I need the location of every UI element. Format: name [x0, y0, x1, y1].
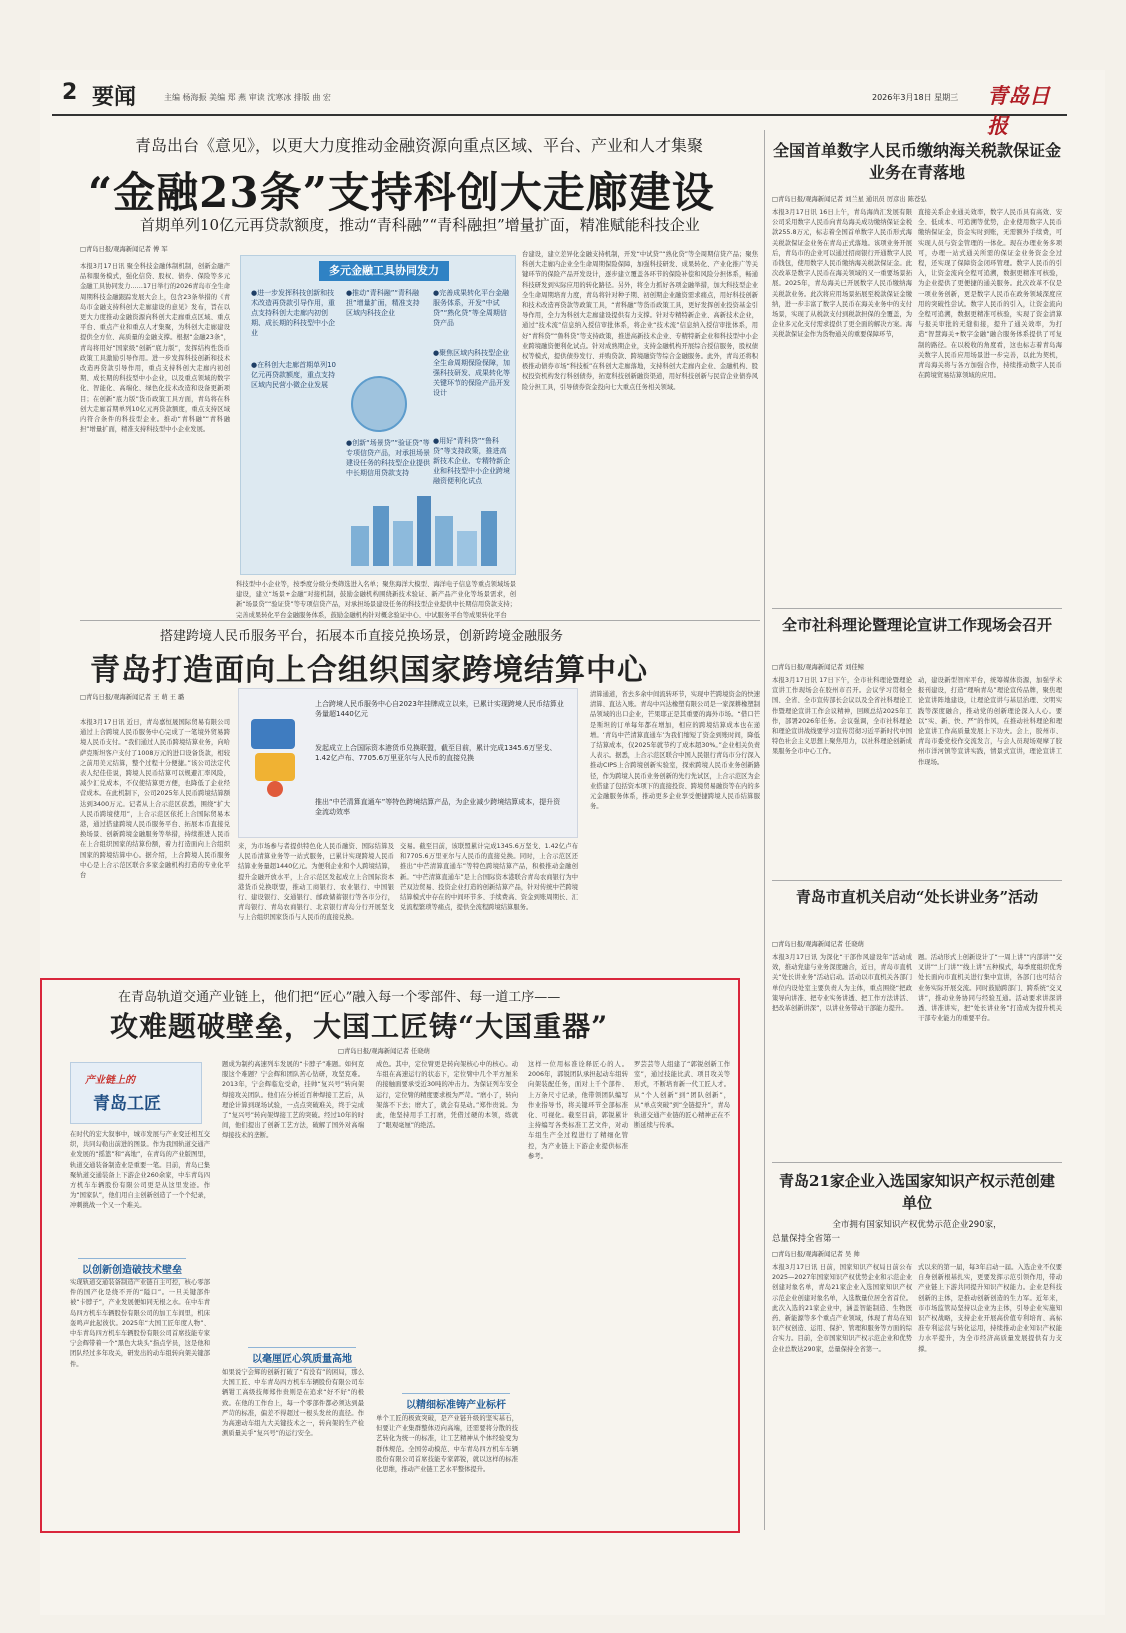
column-logo-line2: 青岛工匠 [93, 1094, 161, 1114]
right4-byline: □青岛日报/观海新闻记者 吴 帅 [772, 1251, 860, 1258]
right1-byline: □青岛日报/观海新闻记者 刘兰星 通讯员 厉彦出 陈苍弘 [772, 196, 927, 203]
right2-title[interactable]: 全市社科理论暨理论宣讲工作现场会召开 [781, 616, 1052, 634]
right4-column-2: 式以来的第一届，每3年启动一届。入选企业不仅要自身创新根基扎实，更要发挥示范引领作用，带动产业链上下游共同提升知识产权能力。企业是科技创新的主体，是推动创新创造的生力军。近年来，市市场监管局坚持以企业为主体，引导企业实施知识产权战略，支持企业开展高价值专利培育、高标准专利运营与转化运用，持续推动企业知识产权能力水平提升，为全市经济高质量发展提供有力支撑。 [918, 1264, 1062, 1353]
right2-column-2: 动，建设新型智库平台，统筹媒体资源，加强学术报刊建设，打造“理响青岛”理论宣传品牌，聚焦理论宣讲阵地建设，让理论宣讲与基层治理、文明实践等深度融合，推动党的创新理论深入人心。要以“实、新、快、严”的作风，在推动社科理论和理论宣讲工作高质量发展上下功夫。会上，胶州市、青岛市委党校作交流发言，与会人员现场观摩了胶州市洋河镇等宣讲实践，情景式宣讲，理论宣讲工作现场。 [918, 677, 1062, 766]
article3-column-1b: 实现轨道交通装备制造产业链自主可控，核心零部件的国产化是绕不开的“隘口”。一旦关键部件被“卡脖子”，产业发展便如同无根之水。在中车青岛四方机车车辆股份有限公司的加工车间里，机床轰鸣声此起彼伏。2025年“大国工匠年度人物”、中车青岛四方机车车辆股份有限公司首席技能专家宁会辉带着一个“黑色大块头”指点学员，这是他和团队经过多年攻关，研发出的动车组转向架关键部件。 [70, 1279, 210, 1368]
highlight-item: 推出“中芒清算直通车”等特色跨境结算产品，为企业减少跨境结算成本，提升资金流动效率 [315, 798, 561, 816]
page-number: 2 [62, 80, 78, 105]
infographic-item: ●在科创大走廊首期单列10亿元再贷款额度，重点支持区域内民营小微企业发展 [251, 361, 337, 389]
right3-byline: □青岛日报/观海新闻记者 任晓萌 [772, 941, 864, 948]
right4-subtitle: 全市拥有国家知识产权优势示范企业290家， [832, 1220, 1002, 1230]
bank-card-icon [247, 709, 303, 799]
section-divider [772, 1162, 1062, 1163]
article3-column-3: 成色。其中，定位臂更是转向架核心中的核心。动车组在高速运行的状态下，定位臂中几个平方厘米的接触面要承受近30吨的冲击力。为保证列车安全运行，定位臂的精度要求极为严苛。“磨小了，转向架落不下去；磨大了，就会有晃动。”郑作贵说。为此，他坚持用手工打磨，凭借过硬的本领，练就了“眼观毫厘”的绝活。 [376, 1061, 518, 1130]
article3-column-4: 这样一位用标准诠释匠心的人。2006年，郭锐团队承担起动车组转向架装配任务，面对上千个部件、上万条尺寸记录，他带领团队编写作业指导书，将关键环节全部标准化、可视化。截至目前，郭锐累计主持编写各类标准工艺文件，对动车组生产全过程进行了精细化管控，为产业链上下游企业提供标准参考。 [528, 1061, 628, 1160]
article3-column-3b: 单个工匠的极致突破，是产业链升级的坚实基石，但要让产业集群整体迈向高端，还需要将分散的技艺转化为统一的标准，让工艺精神从个体经验变为群体规范。全国劳动模范、中车青岛四方机车车辆股份有限公司首席技能专家郭锐，就以这样的标准化思维，推动产业链工艺水平整体提升。 [376, 1415, 518, 1474]
article2-title[interactable]: 青岛打造面向上合组织国家跨境结算中心 [90, 653, 648, 688]
infographic-item: ●用好“青科贷”“鲁科贷”等支持政策，推进高新技术企业、专精特新企业和科技型中小企业跨境融资便利化试点 [433, 437, 510, 485]
article1-kicker: 青岛出台《意见》，以更大力度推动金融资源向重点区域、平台、产业和人才集聚 [135, 136, 704, 155]
infographic-financial-tools [240, 255, 516, 575]
article2-kicker: 搭建跨境人民币服务平台，拓展本币直接兑换场景，创新跨境金融服务 [160, 629, 564, 644]
right1-column-1: 本报3月17日讯 16日上午，青岛海尚汇发展有限公司采用数字人民币向青岛海关成功缴纳保证金税款255.8万元，标志着全国首单数字人民币形式海关税款保证金业务在青岛正式落地。该项业务开展后，青岛市的企业可以通过招商银行开通数字人民币钱包，使用数字人民币缴纳海关税款保证金。此次改革是数字人民币在海关领域的又一重要场景拓展。2025年，青岛海关已开展数字人民币缴纳海关税款业务。此次将应用场景拓展至税款保证金缴纳，进一步丰富了数字人民币在海关业务中的支付场景，实现了从税款支付到税款担保的全覆盖，为企业多元化支付需求提供了更全面的解决方案。海关税款保证金作为货物通关的重要保障环节， [772, 209, 912, 339]
infographic-item: ●进一步发挥科技创新和技术改造再贷款引导作用，重点支持科创大走廊内初创期、成长期的科技型中小企业 [251, 289, 335, 337]
article3-column-5: 罗芸芸等人组建了“郭锐创新工作室”，通过技能比武、项目攻关等形式，不断培育新一代工匠人才。从“个人创新”到“团队创新”，从“单点突破”到“全链提升”，青岛轨道交通产业链的匠心精神正在不断延续与传承。 [634, 1061, 730, 1130]
issue-date: 2026年3月18日 星期三 [872, 93, 959, 102]
article1-column-1: 本报3月17日讯 聚全科技金融体制机制，创新金融产品和服务模式，强化信贷、股权、债券、保险等多元金融工具协同发力……17日举行的2026青岛市全生命周期科技金融跟踪发展大会上，包含23条举措的《青岛市金融支持科创大走廊建设的意见》发布，旨在以更大力度推动金融资源向科创大走廊重点区域、重点平台、重点产业和重点人才集聚，为科创大走廊建设提供全方位、高质量的金融支撑。根据“金融23条”，青岛将用好“国家级”创新“底力版”，发挥结构性货币政策工具激励引导作用。进一步发挥科技创新和技术改造再贷款引导作用，重点支持科创大走廊内初创期、成长期的科技型中小企业，以及重点领域的数字化、智能化、高端化、绿色化技术改造和设备更新项目；在创新“底力版”货币政策工具方面，青岛将在科创大走廊首期单列10亿元再贷款额度，重点支持区域内符合条件的科技型企业。推动“青科融”“青科融担”增量扩面，精准支持科技型中小企业发展。 [80, 263, 230, 434]
newspaper-logo: 青岛日报 [987, 83, 1050, 138]
column-divider [764, 130, 765, 1530]
infographic-item: ●完善成果转化平台金融服务体系，开发“中试贷”“熟化贷”等全周期信贷产品 [433, 289, 510, 327]
article1-column-2: 科技型中小企业等，按季度分级分类筛选进入名单；聚焦海洋大模型、海洋电子信息等重点领域场景建设，建立“场景+金融”对接机制，鼓励金融机构围绕新技术验证、新产品产业化等场景需求，创新“场景贷”“验证贷”等专项信贷产品，对承担场景建设任务的科技型企业提供中长期信用贷款支持；完善成果转化平台金融服务体系，鼓励金融机构针对概念验证中心、中试服务平台等成果转化平台 [236, 581, 516, 619]
article2-column-4: 清算通道，省去多余中间流转环节，实现中芒跨境资金的快速清算、直达入账。青岛中兴达橡塑有限公司是一家深耕橡塑制品领域的出口企业，芒果耶正是其重要的海外市场。“借口芒是斯坦的订单每年都在增加，相应的跨境结算成本也在递增。‘青岛中芒清算直通车’为我们缩短了资金到账时间，降低了结算成本，仅2025年就节约了成本超30%。”企业相关负责人表示。据悉，上合示范区联合中国人民银行青岛市分行深入推动CIPS上合跨境创新实验室，探索跨境人民币业务创新路径，作为跨境人民币业务创新的先行先试区，上合示范区为企业搭建了包括资本项下的直接投资、跨境贸易融资等在内的多元金融服务体系，推动更多企业享受便捷跨境人民币结算服务。 [590, 691, 760, 811]
infographic-item: ●聚焦区域内科技型企业全生命周期保险保障，加强科技研发、成果转化等关键环节的保险产品开发设计 [433, 349, 510, 397]
article1-column-3: 台建设，建立差异化金融支持机制，开发“中试贷”“熟化贷”等全周期信贷产品；聚焦科创大走廊内企业全生命周期保险保障，加强科技研发、成果转化、产业化推广等关键环节的保险产品开发设计，逐步建立覆盖各环节的保险补偿和风险分担体系，畅通科技研发到实际应用的转化路径。另外，将全力抓好各项金融举措，加大科技型企业全生命周期培育力度，青岛将针对种子期、初创期企业融资需求痛点，用好科技创新和技术改造再贷款等政策工具，“青科融”等货币政策工具，更好发挥创业投资基金引导作用，全力为科创大走廊建设提供有力支撑。针对专精特新企业、高新技术企业，通过“技术流”信息纳入授信审批体系，将企业“技术流”信息纳入授信审批体系，用好“青科贷”“鲁科贷”等支持政策，推进高新技术企业、专精特新企业和科技型中小企业跨境融资便利化试点。针对成熟期企业，支持金融机构开展综合授信服务，股权债权等模式，提供债券发行、并购贷款、跨境融资等综合金融服务。此外，青岛还将积极推动债券市场“科技板”在科创大走廊落地，支持科创大走廊内企业、金融机构、股权投资机构发行科创债券，拓宽科技创新融资渠道，用好科技创新与民营企业债券风险分担工具，引导债券资金投向七大重点任务相关领域。 [522, 251, 758, 391]
city-skyline-icon [351, 466, 501, 566]
right3-column-1: 本报3月17日讯 为深化“干部作风建设年”活动成效，推动党建与业务深度融合，近日，青岛市直机关“处长讲业务”活动启动。活动以市直机关各部门单位内设处室主要负责人为主体，重点围绕“把政策导向讲准、把专业实务讲透、把工作方法讲活、把改革创新讲深”，以讲业务带动干部能力提升。 [772, 954, 912, 1013]
section-title: 要闻 [92, 84, 137, 110]
infographic-hub-icon [351, 376, 407, 432]
section-divider [80, 620, 760, 621]
highlight-item: 上合跨境人民币服务中心自2023年挂牌成立以来，已累计实现跨境人民币结算业务量超1440亿元 [315, 700, 564, 718]
column-logo [70, 1062, 202, 1124]
article2-column-2: 来，为市场参与者提供特色化人民币融资、国际结算及人民币清算业务等一站式服务，已累计实现跨境人民币结算业务量超1440亿元。为便利企业和个人跨境结算，提升金融开放水平，上合示范区发起成立上合国际资本港货币兑换联盟，推动工商银行、农业银行、中国银行、建设银行、交通银行、邮政储蓄银行等各市分行，青岛银行、青岛农商银行、北京银行青岛分行开展坚戈与上合组织国家货币与人民币的直接兑换。 [238, 843, 394, 922]
right1-title[interactable]: 全国首单数字人民币缴纳海关税款保证金业务在青落地 [772, 141, 1061, 182]
article3-column-2b: 如果说宁会辉的创新打破了“有没有”的困局，那么大国工匠、中车青岛四方机车车辆股份有限公司车辆钳工高级技师郑作贵则是在追求“好不好”的极致。在他的工作台上，每一个零部件都必须达到最严苛的标准，偏差不得超过一根头发丝的直径。作为高速动车组九大关键技术之一，转向架的生产检测质量关乎“复兴号”的运行安全。 [222, 1369, 364, 1438]
editor-credits: 主编 杨海振 美编 郑 燕 审读 沈寒冰 排版 曲 宏 [164, 93, 331, 102]
right2-column-1: 本报3月17日讯 17日下午，全市社科理论暨理论宣讲工作现场会在胶州市召开。会议学习贯彻全国、全省、全市宣传部长会议以及全省社科理论工作暨理论宣讲工作会议精神，回顾总结2025年工作，部署2026年任务。会议强调，全市社科理论和理论宣讲战线要学习宣传贯彻习近平新时代中国特色社会主义思想上聚焦用力，以社科理论创新成果服务全市中心工作。 [772, 677, 912, 756]
right3-column-2: 题。活动形式上创新设计了“一周上讲”“内部讲”“交叉讲”“上门讲”“线上讲”五种模式，每季度组织优秀处长面向市直机关进行集中宣讲，各部门也可结合业务实际开展交流。同时鼓励跨部门、跨系统“交叉讲”，推动业务协同与经验互通。活动要求讲深讲透、讲准讲实，把“处长讲业务”打造成为提升机关干部专业能力的重要平台。 [918, 954, 1062, 1023]
article3-column-2: 题成为制约高速列车发展的“卡脖子”难题。如何克服这个难题？宁会辉和团队苦心钻研，攻坚克难。2013年，宁会辉临危受命，挂帅“复兴号”转向架焊接攻关团队。他们在分析近百种焊接工艺后，从理论计算到现场试验，一点点突破难关，终于完成了“复兴号”转向架焊接工艺的突破。经过10年的时间，他们提出了创新工艺方法，破解了国外对高端焊接技术的垄断。 [222, 1061, 364, 1140]
section-divider [772, 608, 1062, 609]
right4-subtitle-2: 总量保持全省第一 [772, 1234, 841, 1244]
right1-column-2: 直接关系企业通关效率，数字人民币具有高效、安全、低成本、可追溯等优势，企业使用数字人民币缴纳保证金，资金实时到账，无需额外手续费，可实现人员与资金管理的一体化。现在办理业务多项可，办理一站式通关所需的保证金业务资金全过程，还实现了保障资金闭环管理。数字人民币的引入，让资金流向全程可追溯，数据更精准可核验，为企业提供了更便捷的通关服务。此次改革不仅是一项业务创新，更是数字人民币在政务领域深度应用的突破性尝试。数字人民币的引入，让资金流向全程可追溯，数据更精准可核验，实现了资金清算与报关审批的无缝衔接，提升了通关效率，为打造“智慧海关+数字金融”融合服务体系提供了可复制的路径。在以税收的角度看，这也标志着青岛海关数字人民币应用场景进一步完善，以此为契机，青岛海关将与各方加强合作，持续推动数字人民币在跨境贸易结算领域的应用。 [918, 209, 1062, 380]
infographic-item: ●推动“青科融”“青科融担”增量扩面，精准支持区域内科技企业 [346, 289, 420, 317]
article1-subtitle: 首期单列10亿元再贷款额度，推动“青科融”“青科融担”增量扩面，精准赋能科技企业 [140, 216, 700, 234]
article3-kicker: 在青岛轨道交通产业链上，他们把“匠心”融入每一个零部件、每一道工序—— [118, 990, 561, 1005]
article3-subhead-2: 以毫厘匠心筑质量高地 [248, 1347, 356, 1368]
section-divider [772, 880, 1062, 881]
highlight-item: 发起成立上合国际资本港货币兑换联盟，截至目前，累计完成1345.6万坚戈、1.42亿卢布、7705.6万里亚尔与人民币的直接兑换 [315, 744, 557, 762]
infographic-title: 多元金融工具协同发力 [319, 261, 449, 281]
right4-column-1: 本报3月17日讯 日前，国家知识产权局日前公布2025—2027年国家知识产权优势企业和示范企业创建对象名单，青岛21家企业入选国家知识产权示范企业创建对象名单，入选数量位居全省首位。此次入选的21家企业中，涵盖智能制造、生物医药、新能源等多个重点产业领域，体现了青岛在知识产权创造、运用、保护、管理和服务等方面的综合实力。目前，全市国家知识产权示范企业和优势企业总数达290家，总量保持全省第一。 [772, 1264, 912, 1353]
article2-highlight-box [238, 688, 578, 838]
article3-subhead-1: 以创新创造破技术壁垒 [78, 1258, 186, 1279]
right4-title[interactable]: 青岛21家企业入选国家知识产权示范创建单位 [779, 1172, 1055, 1212]
article3-subhead-3: 以精细标准铸产业标杆 [402, 1393, 510, 1414]
right2-byline: □青岛日报/观海新闻记者 刘佳鲸 [772, 664, 864, 671]
article3-byline: □青岛日报/观海新闻记者 任晓萌 [338, 1048, 430, 1055]
article3-column-1: 在时代的宏大叙事中，城市发展与产业变迁相互交织，共同勾勒出前进的图景。作为我国轨道交通产业发展的“摇篮”和“高地”，在青岛的产业版图里，轨道交通装备制造业是重要一笔。目前，青岛已集聚轨道交通装备上下游企业260余家，中车青岛四方机车车辆股份有限公司更是从这里发迹。作为“国家队”，他们用自主创新创造了一个个纪录，冲刺挑战一个又一个难关。 [70, 1131, 210, 1210]
infographic-item: ●创新“场景贷”“验证贷”等专项信贷产品，对承担场景建设任务的科技型企业提供中长期信用贷款支持 [346, 439, 430, 477]
article1-title[interactable]: “金融23条”支持科创大走廊建设 [88, 168, 715, 217]
article2-column-1: 本报3月17日讯 近日，青岛嘉恒晟国际贸易有限公司通过上合跨境人民币服务中心完成了一笔境外贸易跨境人民币支付。“我们通过人民币跨境结算业务，向哈萨克斯坦客户支付了1008万元的进口设备货款，相较之前用美元结算，整个过程十分便捷。”该公司法定代表人纪佳佳说，跨境人民币结算可以规避汇率风险，减少汇兑成本，不仅使结算更方便，也降低了企业经营成本。在此机制下，公司2025年人民币跨境结算额达到3400万元。记者从上合示范区获悉，围绕“扩大人民币跨境使用”，上合示范区依托上合国际贸易本港，通过搭建跨境人民币服务平台、拓展本币直接兑换场景、创新跨境金融服务等举措，持续推进人民币在上合组织国家的结算份额，着力打造面向上合组织国家的跨境结算中心。据介绍，上合跨境人民币服务中心是上合示范区联合多家金融机构打造的专业化平台 [80, 719, 230, 880]
masthead [52, 78, 1067, 138]
article2-byline: □青岛日报/观海新闻记者 王 萌 王 璐 [80, 694, 185, 701]
article1-byline: □青岛日报/观海新闻记者 傅 军 [80, 246, 168, 253]
right3-title[interactable]: 青岛市直机关启动“处长讲业务”活动 [795, 888, 1039, 906]
article2-column-3: 交易。截至目前，该联盟累计完成1345.6万坚戈、1.42亿卢布和7705.6万里亚尔与人民币的直接兑换。同时，上合示范区还推出“中芒清算直通车”等特色跨境结算产品，积极推动金融创新。“中芒清算直通车”是上合国际资本港联合青岛农商银行为中芒双边贸易、投资企业打造的创新结算产品，针对传统中芒跨境结算模式中存在的中间环节多、手续费高、资金到账周期长、汇兑流程繁琐等痛点，提供全流程跨境结算服务。 [400, 843, 578, 912]
article3-title[interactable]: 攻难题破壁垒，大国工匠铸“大国重器” [110, 1010, 609, 1043]
column-logo-line1: 产业链上的 [85, 1075, 135, 1086]
